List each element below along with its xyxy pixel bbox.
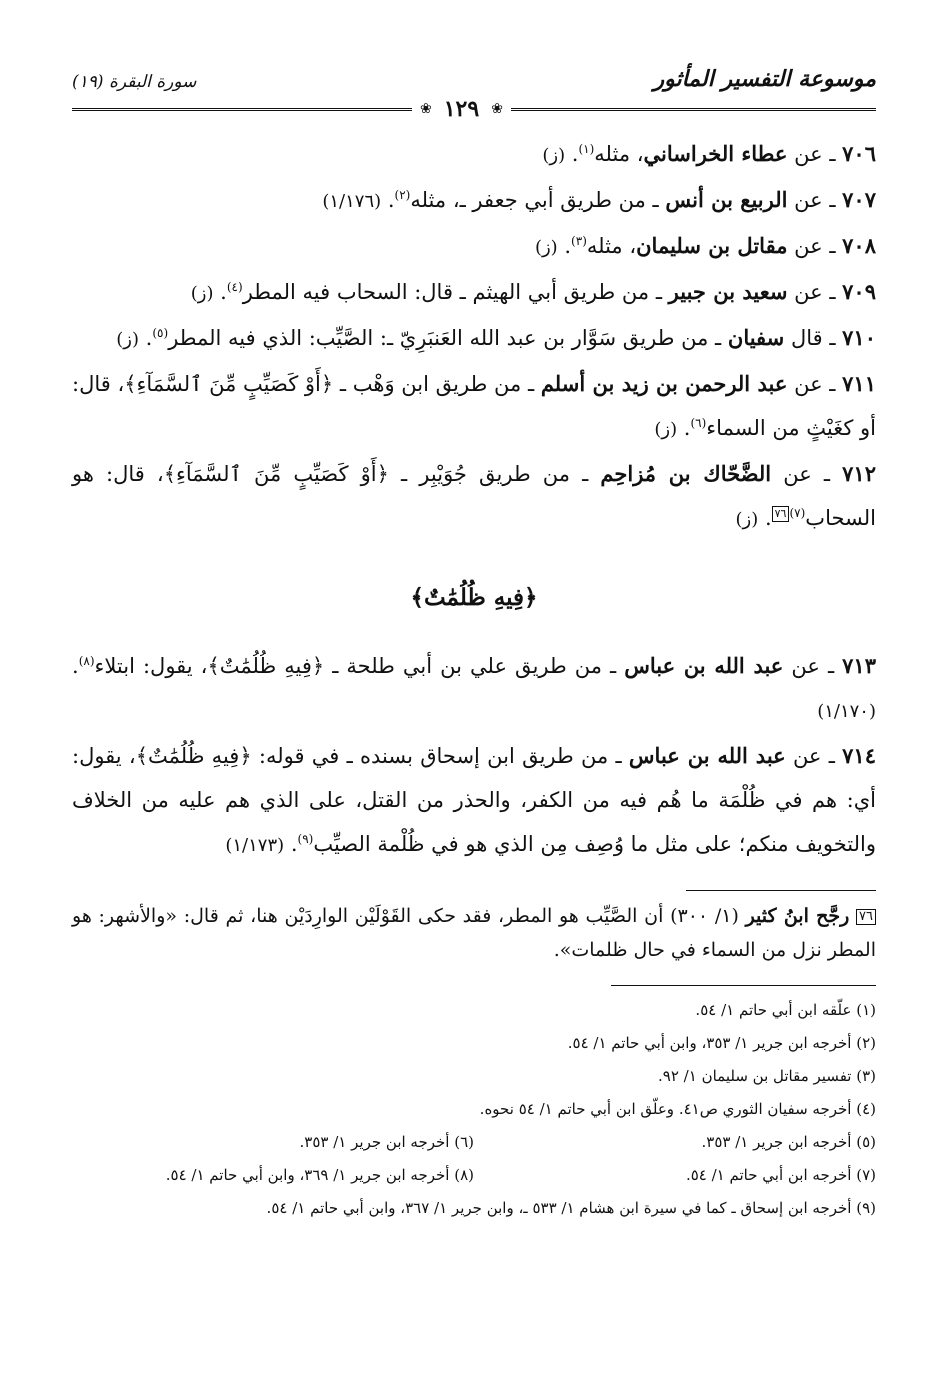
footnote-marker: (٣) [571,234,587,248]
source-ref: (ز) [654,419,678,440]
entry-710 [72,316,876,362]
commentary-divider [686,890,876,891]
entry-text: . [213,280,227,304]
source-ref: (١/١٧٦) [322,191,382,212]
header-rule [72,96,876,122]
entry-714 [72,734,876,868]
ornament-icon: ❀ [420,101,432,117]
footnote-8: (٨) أخرجه ابن جرير ١/ ٣٦٩، وابن أبي حاتم ١/ ٥٤. [165,1166,474,1184]
entry-number: ٧٠٦ [842,141,876,166]
entry-number: ٧١٢ [842,461,876,486]
entry-text: . [284,832,298,856]
footnote-2: (٢) أخرجه ابن جرير ١/ ٣٥٣، وابن أبي حاتم ١/ ٥٤. [567,1034,876,1052]
entry-number: ٧٠٩ [842,279,876,304]
footnote-row [72,1126,876,1159]
footnote-1: (١) علّقه ابن أبي حاتم ١/ ٥٤. [695,1001,876,1019]
entry-text: ـ من طريق ابن وَهْب ـ ﴿أَوْ كَصَيِّبٍ مِّنَ ٱلسَّمَآءِ﴾، قال: أو كغَيْثٍ من السماء [72,372,876,440]
footnote-row [72,1159,876,1192]
entry-text: ـ من طريق أبي الهيثم ـ قال: السحاب فيه المطر [242,280,669,304]
header-rule-right [511,108,876,111]
entry-text: ـ من طريق أبي جعفر ـ، مثله [410,188,666,212]
entry-text: . [565,142,579,166]
entry-text: ـ عن [787,280,843,304]
entry-number: ٧١٤ [842,743,876,768]
entry-text: ـ عن [787,234,843,258]
entry-text: ـ عن [787,372,843,396]
entry-number: ٧١٣ [842,653,876,678]
commentary-number: ٧٦ [856,909,876,925]
entry-text: ـ من طريق سَوَّار بن عبد الله العَنبَرِيّ ـ: الصَّيِّب: الذي فيه المطر [168,326,728,350]
entry-text: ـ عن [783,654,843,678]
entry-number: ٧٠٧ [842,187,876,212]
footnotes [72,994,876,1225]
entry-709 [72,270,876,316]
entry-711 [72,362,876,452]
narrator-name: سفيان [727,325,785,350]
entry-text: . [758,506,772,530]
footnote-marker: (٦) [690,416,707,430]
footnote-3: (٣) تفسير مقاتل بن سليمان ١/ ٩٢. [658,1067,876,1085]
footnote-marker: (٢) [394,188,411,202]
entry-text: ـ من طريق ابن إسحاق بسنده ـ في قوله: ﴿فِيهِ ظُلُمَٰتٌ﴾، يقول: أي: هم في ظُلْمَة ما هُم فيه من الكفر، والحذر من القتل، على الذي هم عليه من الخلاف والتخويف منكم؛ على مثل ما وُصِف مِن الذي هو في ظُلْمة الصيِّب [72,744,876,856]
commentary-author: رجَّح ابنُ كثير [745,905,850,927]
entry-number: ٧١١ [842,371,876,396]
entry-707 [72,178,876,224]
commentary-note [72,899,876,967]
header-rule-left [72,108,412,111]
entry-text: ، مثله [594,142,644,166]
source-ref: (١/١٧٠) [817,701,876,722]
entry-text: . [677,416,691,440]
narrator-name: عبد الله بن عباس [628,743,786,768]
footnote-marker: (٥) [152,326,169,340]
narrator-name: سعيد بن جبير [668,279,788,304]
footnote-marker: (١) [578,142,595,156]
narrator-name: عطاء الخراساني [643,141,788,166]
footnote-marker: (٤) [226,280,243,294]
running-header [72,52,876,92]
entry-text: ـ عن [787,188,843,212]
entry-text: . [557,234,572,258]
entry-number: ٧١٠ [842,325,876,350]
entry-text: ـ عن [785,744,843,768]
section-heading: ﴿فِيهِ ظُلُمَٰتٌ﴾ [410,584,538,611]
entry-713 [72,644,876,734]
narrator-name: عبد الرحمن بن زيد بن أسلم [540,371,788,396]
footnote-5: (٥) أخرجه ابن جرير ١/ ٣٥٣. [701,1133,876,1151]
book-title: موسوعة التفسير المأثور [653,66,876,92]
ornament-icon: ❀ [491,101,503,117]
entry-text: ـ قال [784,326,843,350]
source-ref: (ز) [735,509,759,530]
entry-706 [72,132,876,178]
footnotes-divider [611,985,876,986]
footnote-6: (٦) أخرجه ابن جرير ١/ ٣٥٣. [299,1133,474,1151]
narrator-name: الربيع بن أنس [665,187,788,212]
source-ref: (١/١٧٣) [225,835,285,856]
footnote-marker: (٧) [789,506,806,520]
entry-number: ٧٠٨ [842,233,876,258]
footnote-4: (٤) أخرجه سفيان الثوري ص٤١. وعلّق ابن أبي حاتم ١/ ٥٤ نحوه. [479,1100,876,1118]
narrator-name: مقاتل بن سليمان [636,233,788,258]
narrator-name: الضَّحّاك بن مُزاحِم [600,461,772,486]
entry-712 [72,452,876,542]
footnote-marker: (٨) [78,654,95,668]
narrator-name: عبد الله بن عباس [624,653,784,678]
commentary-marker[interactable]: ٧٦ [772,506,790,522]
main-text [72,132,876,868]
source-ref: (ز) [116,329,139,350]
footnote-7: (٧) أخرجه ابن أبي حاتم ١/ ٥٤. [685,1166,876,1184]
footnote-marker: (٩) [297,832,314,846]
source-ref: (ز) [542,145,566,166]
page-number: ١٢٩ [443,96,480,122]
entry-text: . [139,326,153,350]
entry-text: ـ عن [787,142,843,166]
commentary-text: (١/ ٣٠٠) أن الصَّيِّب هو المطر، فقد حكى القَوْلَيْن الوارِدَيْن هنا، ثم قال: «والأشهر: هو المطر نزل من السماء في حال ظلمات». [72,905,876,961]
surah-label: سورة البقرة (١٩) [72,72,197,92]
entry-708 [72,224,876,270]
page [72,52,876,1225]
entry-text: ـ من طريق علي بن أبي طلحة ـ ﴿فِيهِ ظُلُمَٰتٌ﴾، يقول: ابتلاء [94,654,625,678]
footnote-9: (٩) أخرجه ابن إسحاق ـ كما في سيرة ابن هشام ١/ ٥٣٣ ـ، وابن جرير ١/ ٣٦٧، وابن أبي حاتم ١/ ٥٤. [266,1199,876,1217]
entry-text: ، مثله [586,234,637,258]
entry-text: . [381,188,395,212]
entry-text: . [72,654,79,678]
entry-text: ـ من طريق جُوَيْبِر ـ ﴿أَوْ كَصَيِّبٍ مِّنَ ٱلسَّمَآءِ﴾، قال: هو السحاب [72,462,876,530]
source-ref: (ز) [534,237,558,258]
source-ref: (ز) [190,283,214,304]
entry-text: ـ عن [771,462,843,486]
